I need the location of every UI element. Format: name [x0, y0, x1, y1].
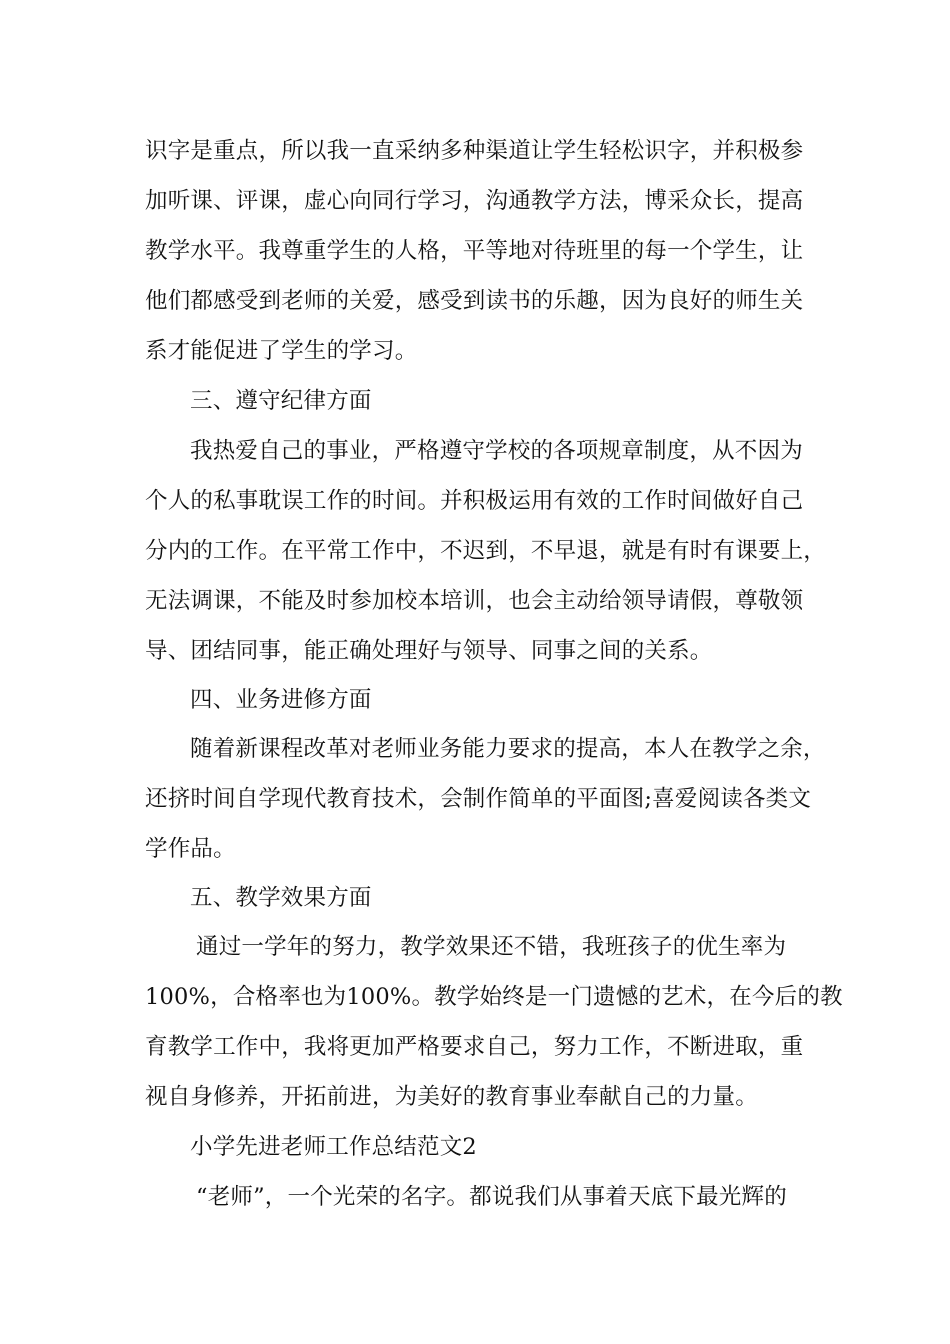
- paragraph-line: 识字是重点，所以我一直采纳多种渠道让学生轻松识字，并积极参: [145, 138, 804, 164]
- paragraph-line: 我热爱自己的事业，严格遵守学校的各项规章制度，从不因为: [190, 438, 803, 464]
- section-heading: 五、教学效果方面: [190, 885, 372, 911]
- paragraph-line: 系才能促进了学生的学习。: [145, 338, 418, 364]
- paragraph-line: 导、团结同事，能正确处理好与领导、同事之间的关系。: [145, 638, 713, 664]
- paragraph-line: 他们都感受到老师的关爱，感受到读书的乐趣，因为良好的师生关: [145, 288, 804, 314]
- section-heading: 四、业务进修方面: [190, 687, 372, 713]
- paragraph-line: 视自身修养，开拓前进，为美好的教育事业奉献自己的力量。: [145, 1084, 758, 1110]
- paragraph-line: 分内的工作。在平常工作中，不迟到，不早退，就是有时有课要上，: [145, 538, 827, 564]
- paragraph-line: 100%，合格率也为100%。教学始终是一门遗憾的艺术，在今后的教: [145, 984, 843, 1010]
- paragraph-line: 教学水平。我尊重学生的人格，平等地对待班里的每一个学生，让: [145, 238, 804, 264]
- paragraph-line: 育教学工作中，我将更加严格要求自己，努力工作，不断进取，重: [145, 1034, 804, 1060]
- paragraph-line: 通过一学年的努力，教学效果还不错，我班孩子的优生率为: [196, 934, 787, 960]
- paragraph-line: 个人的私事耽误工作的时间。并积极运用有效的工作时间做好自己: [145, 488, 804, 514]
- paragraph-line: 加听课、评课，虚心向同行学习，沟通教学方法，博采众长，提高: [145, 188, 804, 214]
- paragraph-line: 还挤时间自学现代教育技术，会制作简单的平面图;喜爱阅读各类文: [145, 786, 812, 812]
- article-title: 小学先进老师工作总结范文2: [190, 1134, 477, 1160]
- section-heading: 三、遵守纪律方面: [190, 388, 372, 414]
- paragraph-line: 随着新课程改革对老师业务能力要求的提高，本人在教学之余，: [190, 736, 826, 762]
- paragraph-line: 学作品。: [145, 836, 236, 862]
- paragraph-line: “老师”，一个光荣的名字。都说我们从事着天底下最光辉的: [196, 1184, 787, 1210]
- paragraph-line: 无法调课，不能及时参加校本培训，也会主动给领导请假，尊敬领: [145, 588, 804, 614]
